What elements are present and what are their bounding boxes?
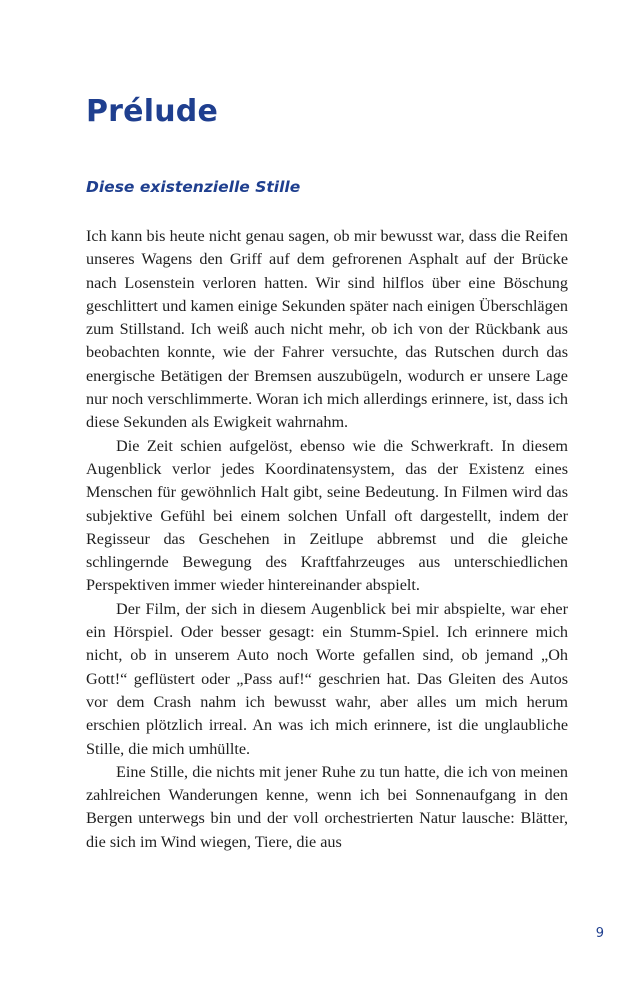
paragraph-3: Der Film, der sich in diesem Augenblick bei mir abspielte, war eher ein Hörspiel. Oder besser gesagt: ein Stumm-Spiel. Ich erinnere mich nicht, ob in unserem Auto noch Worte gefallen sind, ob jemand „Oh Gott!“ geflüstert oder „Pass auf!“ geschrien hat. Das Gleiten des Autos vor dem Crash nahm ich bewusst wahr, aber alles um mich herum erschien plötzlich irreal. An was ich mich erinnere, ist die unglaubliche Stille, die mich umhüllte. [86,599,568,758]
paragraph-1: Ich kann bis heute nicht genau sagen, ob mir bewusst war, dass die Reifen unseres Wagens den Griff auf dem gefrorenen Asphalt auf der Brücke nach Losenstein verloren hatten. Wir sind hilflos über eine Böschung geschlittert und kamen einige Sekunden später nach einigen Überschlägen zum Stillstand. Ich weiß auch nicht mehr, ob ich von der Rückbank aus beobachten konnte, wie der Fahrer versuchte, das Rutschen durch das energische Betätigen der Bremsen auszubügeln, wodurch er unsere Lage nur noch verschlimmerte. Woran ich mich allerdings erinnere, ist, dass ich diese Sekunden als Ewigkeit wahrnahm. [86,227,568,432]
paragraph-4: Eine Stille, die nichts mit jener Ruhe zu tun hatte, die ich von meinen zahlreichen Wanderungen kenne, wenn ich bei Sonnenaufgang in den Bergen unterwegs bin und der voll orchestrierten Natur lausche: Blätter, die sich im Wind wiegen, Tiere, die aus [86,762,568,851]
page-number: 9 [595,926,604,941]
body-text [86,225,568,854]
chapter-title: Prélude [86,94,218,129]
chapter-subtitle: Diese existenzielle Stille [86,178,301,196]
paragraph-2: Die Zeit schien aufgelöst, ebenso wie die Schwerkraft. In diesem Augenblick verlor jedes Koordinatensystem, das der Existenz eines Menschen für gewöhnlich Halt gibt, seine Bedeutung. In Filmen wird das subjektive Gefühl bei einem solchen Unfall oft dargestellt, indem der Regisseur das Geschehen in Zeitlupe abbremst und die gleiche schlingernde Bewegung des Kraftfahrzeuges aus unterschiedlichen Perspektiven immer wieder hintereinander abspielt. [86,436,568,595]
